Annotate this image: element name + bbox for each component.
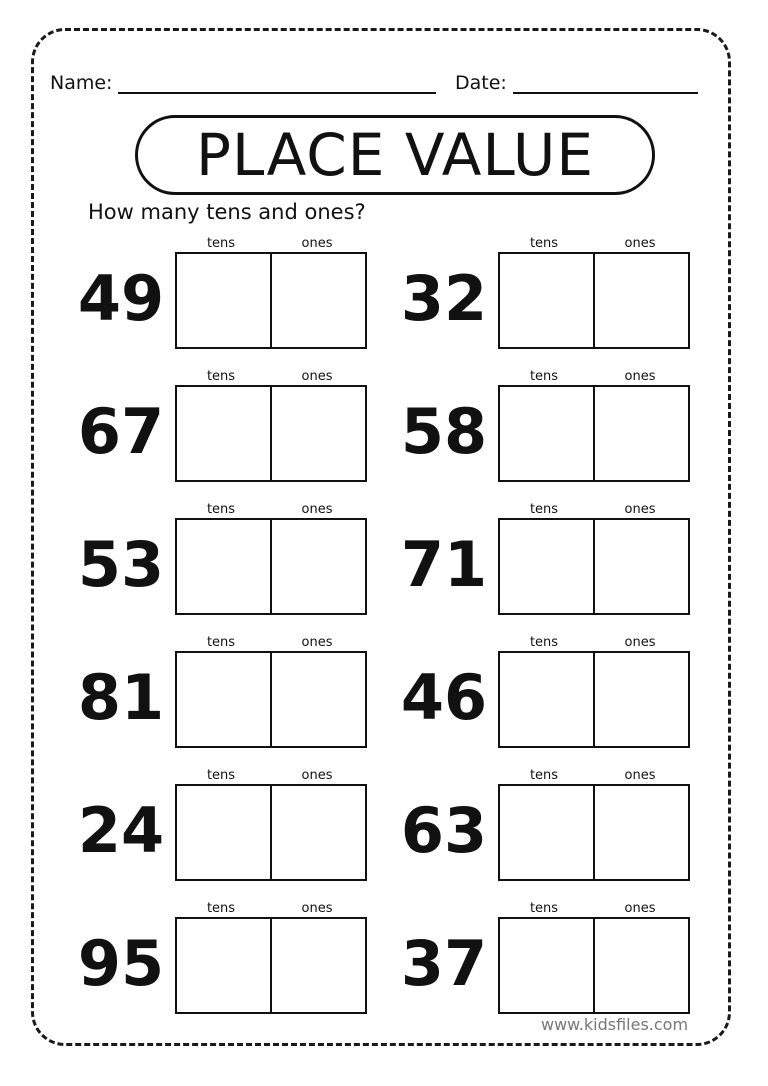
problem-number: 53	[77, 527, 165, 601]
problem-number: 32	[400, 261, 488, 335]
ones-answer-cell[interactable]	[593, 520, 688, 613]
tens-answer-cell[interactable]	[500, 786, 593, 879]
answer-box	[175, 651, 367, 748]
problem-left-1	[76, 236, 426, 361]
answer-box	[175, 784, 367, 881]
tens-answer-cell[interactable]	[177, 919, 270, 1012]
ones-answer-cell[interactable]	[270, 653, 365, 746]
ones-answer-cell[interactable]	[593, 919, 688, 1012]
tens-answer-cell[interactable]	[177, 387, 270, 480]
ones-answer-cell[interactable]	[270, 520, 365, 613]
problem-right-2	[399, 369, 749, 494]
problem-left-6	[76, 901, 426, 1026]
tens-label: tens	[529, 635, 559, 650]
answer-box	[498, 518, 690, 615]
answer-box	[498, 651, 690, 748]
name-blank[interactable]	[118, 70, 436, 94]
problem-number: 63	[400, 793, 488, 867]
date-field	[455, 70, 698, 94]
date-label: Date:	[455, 72, 507, 94]
problem-left-4	[76, 635, 426, 760]
tens-answer-cell[interactable]	[177, 254, 270, 347]
ones-label: ones	[624, 236, 656, 251]
ones-answer-cell[interactable]	[270, 387, 365, 480]
problem-number: 71	[400, 527, 488, 601]
tens-answer-cell[interactable]	[500, 520, 593, 613]
tens-label: tens	[206, 502, 236, 517]
ones-label: ones	[624, 502, 656, 517]
ones-label: ones	[624, 901, 656, 916]
ones-answer-cell[interactable]	[593, 653, 688, 746]
ones-label: ones	[301, 502, 333, 517]
tens-label: tens	[529, 901, 559, 916]
website-footer: www.kidsfiles.com	[541, 1015, 689, 1034]
ones-answer-cell[interactable]	[593, 254, 688, 347]
tens-answer-cell[interactable]	[177, 786, 270, 879]
ones-label: ones	[301, 236, 333, 251]
tens-label: tens	[206, 768, 236, 783]
problem-right-4	[399, 635, 749, 760]
problem-left-3	[76, 502, 426, 627]
problem-right-3	[399, 502, 749, 627]
tens-answer-cell[interactable]	[177, 653, 270, 746]
date-blank[interactable]	[513, 70, 698, 94]
ones-label: ones	[301, 901, 333, 916]
tens-label: tens	[206, 901, 236, 916]
tens-label: tens	[206, 635, 236, 650]
answer-box	[175, 252, 367, 349]
problem-right-5	[399, 768, 749, 893]
problem-number: 37	[400, 926, 488, 1000]
answer-box	[175, 518, 367, 615]
tens-answer-cell[interactable]	[500, 919, 593, 1012]
tens-answer-cell[interactable]	[500, 387, 593, 480]
problem-number: 67	[77, 394, 165, 468]
answer-box	[498, 784, 690, 881]
instruction-text: How many tens and ones?	[88, 200, 366, 224]
problem-right-1	[399, 236, 749, 361]
ones-answer-cell[interactable]	[270, 919, 365, 1012]
name-field	[50, 70, 436, 94]
answer-box	[498, 252, 690, 349]
problem-number: 24	[77, 793, 165, 867]
ones-answer-cell[interactable]	[270, 254, 365, 347]
page-title: PLACE VALUE	[135, 115, 655, 195]
tens-answer-cell[interactable]	[500, 254, 593, 347]
problem-number: 95	[77, 926, 165, 1000]
answer-box	[498, 917, 690, 1014]
ones-label: ones	[624, 369, 656, 384]
tens-label: tens	[529, 768, 559, 783]
problem-number: 81	[77, 660, 165, 734]
problem-left-5	[76, 768, 426, 893]
tens-answer-cell[interactable]	[500, 653, 593, 746]
tens-label: tens	[206, 236, 236, 251]
ones-answer-cell[interactable]	[593, 786, 688, 879]
ones-answer-cell[interactable]	[270, 786, 365, 879]
problem-number: 58	[400, 394, 488, 468]
ones-label: ones	[301, 635, 333, 650]
tens-label: tens	[529, 236, 559, 251]
answer-box	[175, 385, 367, 482]
ones-label: ones	[624, 768, 656, 783]
ones-label: ones	[301, 369, 333, 384]
answer-box	[175, 917, 367, 1014]
tens-label: tens	[529, 502, 559, 517]
tens-label: tens	[529, 369, 559, 384]
name-label: Name:	[50, 72, 113, 94]
problem-number: 46	[400, 660, 488, 734]
problem-right-6	[399, 901, 749, 1026]
tens-label: tens	[206, 369, 236, 384]
answer-box	[498, 385, 690, 482]
problem-number: 49	[77, 261, 165, 335]
tens-answer-cell[interactable]	[177, 520, 270, 613]
ones-answer-cell[interactable]	[593, 387, 688, 480]
ones-label: ones	[624, 635, 656, 650]
problem-left-2	[76, 369, 426, 494]
ones-label: ones	[301, 768, 333, 783]
